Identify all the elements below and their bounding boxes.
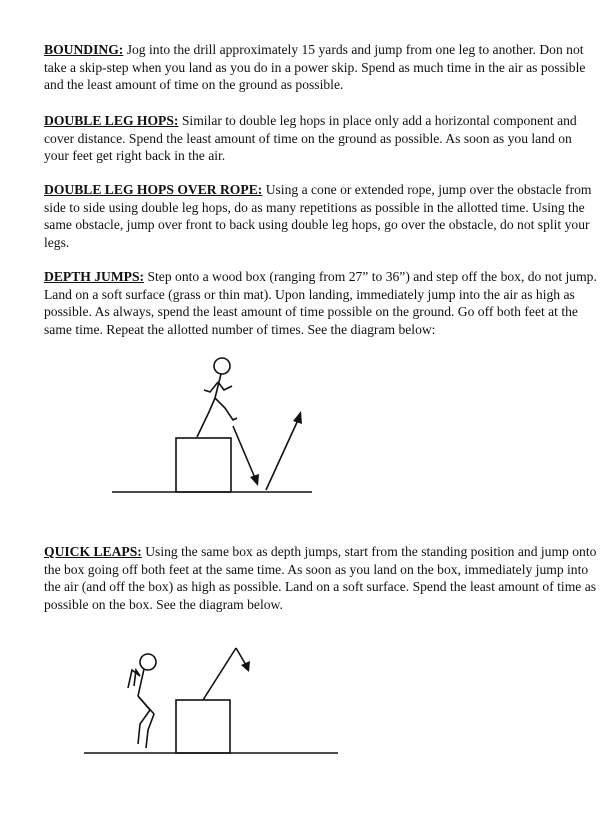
stick-figure xyxy=(197,358,237,437)
leap-arrow-down-line xyxy=(236,648,246,665)
rebound-arrow-head xyxy=(293,411,302,424)
figure-arm-left xyxy=(204,382,218,392)
depth-jump-diagram xyxy=(0,345,611,505)
figure-leg-right xyxy=(215,398,237,420)
section-double-leg-hops-over-rope xyxy=(44,181,600,251)
heading-bounding: BOUNDING: xyxy=(44,42,124,57)
quick-leaps-diagram xyxy=(0,635,611,765)
box xyxy=(176,438,231,492)
figure-leg-right xyxy=(138,696,154,748)
heading-depth-jumps: DEPTH JUMPS: xyxy=(44,269,145,284)
body-quick-leaps: Using the same box as depth jumps, start from the standing position and jump onto the box going off both feet at the same time. As soon as you land on the box, immediately jump into the air (and off the box) as high as possible. Land on a soft surface. Spend the least amount of time as possible on the box. See the diagram below. xyxy=(44,544,597,612)
figure-leg-left xyxy=(197,398,215,437)
body-depth-jumps: Step onto a wood box (ranging from 27” to 36”) and step off the box, do not jump. Land on a soft surface (grass or thin mat). Upon landing, immediately jump into the air as high as possible. As always, spend the least amount of time possible on the ground. Go off both feet at the same time. Repeat the allotted number of times. See the diagram below: xyxy=(44,269,597,337)
drop-arrow-line xyxy=(233,426,255,478)
body-bounding: Jog into the drill approximately 15 yards and jump from one leg to another. Don not take a skip-step when you land as you do in a power skip. Spend as much time in the air as possible and the least amount of time on the ground as possible. xyxy=(44,42,586,93)
section-quick-leaps xyxy=(44,543,600,613)
drop-arrow-head xyxy=(250,474,259,486)
figure-head xyxy=(214,358,230,374)
box xyxy=(176,700,230,753)
body-double-leg-hops-over-rope: Using a cone or extended rope, jump over the obstacle from side to side using double leg hops, do as many repetitions as possible in the allotted time. Using the same obstacle, jump over front to back using double leg hops, go over the obstacle, do not split your legs. xyxy=(44,182,592,250)
section-double-leg-hops xyxy=(44,112,600,165)
figure-arm-right xyxy=(218,382,232,390)
heading-double-leg-hops-over-rope: DOUBLE LEG HOPS OVER ROPE: xyxy=(44,182,263,197)
figure-head xyxy=(140,654,156,670)
figure-arm-right xyxy=(134,670,140,686)
body-double-leg-hops: Similar to double leg hops in place only add a horizontal component and cover distance. Spend the least amount of time on the ground as possible. As soon as you land on your feet get right back in the air. xyxy=(44,113,577,164)
section-bounding xyxy=(44,41,600,94)
section-depth-jumps xyxy=(44,268,600,338)
crouching-stick-figure xyxy=(128,654,156,748)
heading-quick-leaps: QUICK LEAPS: xyxy=(44,544,142,559)
rebound-arrow-line xyxy=(266,420,298,490)
heading-double-leg-hops: DOUBLE LEG HOPS: xyxy=(44,113,179,128)
leap-arrow-up-line xyxy=(203,648,236,700)
